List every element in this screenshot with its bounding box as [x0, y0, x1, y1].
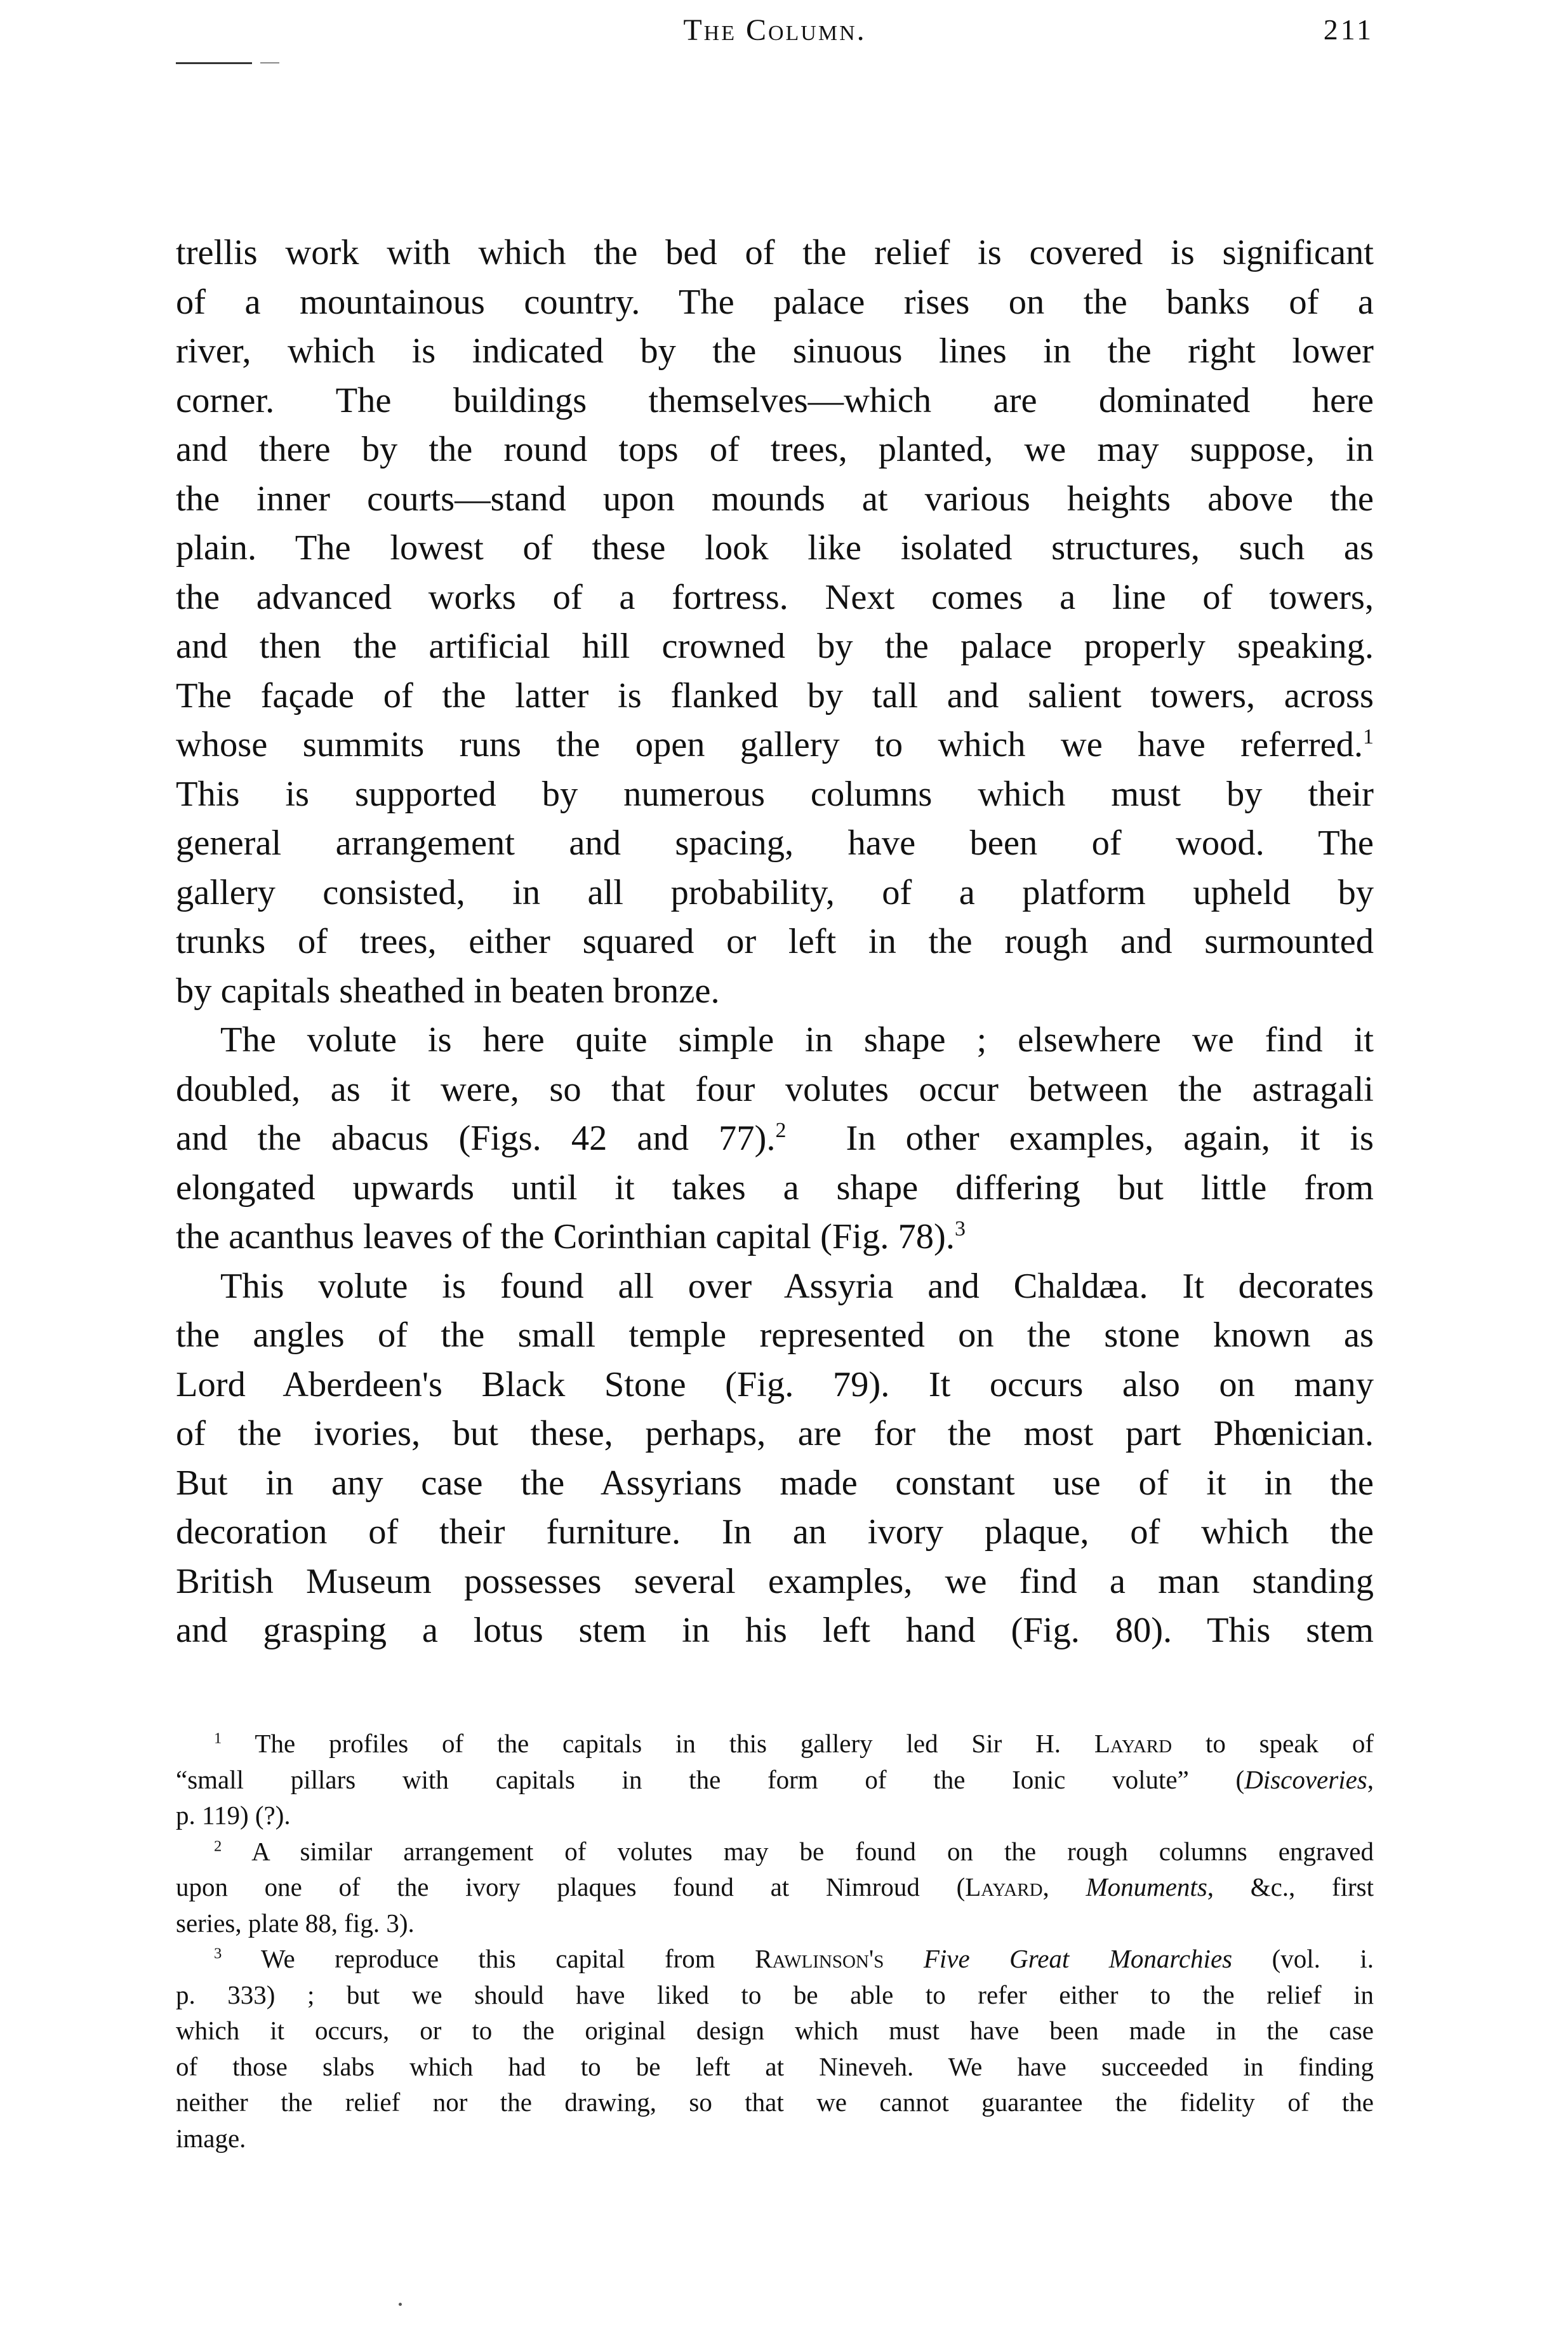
text-line: the angles of the small temple represented on the stone known as	[176, 1315, 1374, 1355]
footnote-line: image.	[176, 2123, 246, 2153]
text-line: This is supported by numerous columns which must by their	[176, 774, 1374, 814]
text-line: trunks of trees, either squared or left in the rough and surmounted	[176, 922, 1374, 961]
footnote-ref[interactable]: 1	[1363, 725, 1374, 749]
body-text	[176, 229, 1374, 1656]
footnote-line: upon one of the ivory plaques found at Nimroud (Layard, Monuments, &c., first	[176, 1872, 1374, 1901]
text-line: general arrangement and spacing, have been of wood. The	[176, 823, 1374, 863]
text-line: This volute is found all over Assyria and Chaldæa. It decorates	[220, 1266, 1374, 1306]
text-line: the inner courts—stand upon mounds at various heights above the	[176, 479, 1374, 519]
footnotes	[176, 1726, 1374, 2156]
text-line: Lord Aberdeen's Black Stone (Fig. 79). It occurs also on many	[176, 1364, 1374, 1404]
text-line: But in any case the Assyrians made constant use of it in the	[176, 1463, 1374, 1503]
stray-mark	[399, 2303, 402, 2306]
text-line: river, which is indicated by the sinuous lines in the right lower	[176, 331, 1374, 371]
page-header	[176, 13, 1374, 51]
header-rule	[176, 62, 252, 64]
footnote-2: $^2$ A similar arrangement of volutes may be found on the rough columns engraved	[214, 1836, 1374, 1866]
text-line: and there by the round tops of trees, planted, we may suppose, in	[176, 430, 1374, 469]
text-line: and then the artificial hill crowned by the palace properly speaking.	[176, 627, 1374, 666]
text-line: The volute is here quite simple in shape ; elsewhere we find it	[220, 1020, 1374, 1060]
running-title: The Column.	[683, 13, 867, 47]
text-line: doubled, as it were, so that four volutes occur between the astragali	[176, 1069, 1374, 1109]
text-line: of the ivories, but these, perhaps, are for the most part Phœnician.	[176, 1414, 1374, 1453]
text-line: of a mountainous country. The palace rises on the banks of a	[176, 282, 1374, 322]
footnote-line: which it occurs, or to the original design which must have been made in the case	[176, 2016, 1374, 2045]
text-line: the acanthus leaves of the Corinthian capital (Fig. 78).$^3$	[176, 1217, 966, 1256]
text-line: and the abacus (Figs. 42 and 77).$^2$ In other examples, again, it is	[176, 1119, 1374, 1158]
text-line: The façade of the latter is flanked by tall and salient towers, across	[176, 676, 1374, 716]
text-line: trellis work with which the bed of the relief is covered is significant	[176, 233, 1374, 272]
text-line: decoration of their furniture. In an ivory plaque, of which the	[176, 1512, 1374, 1552]
footnote-line: p. 119) (?).	[176, 1801, 291, 1830]
footnote-line: “small pillars with capitals in the form of the Ionic volute” (Discoveries,	[176, 1764, 1374, 1794]
text-line: gallery consisted, in all probability, of a platform upheld by	[176, 872, 1374, 912]
page-number: 211	[1323, 13, 1374, 46]
footnote-1: $^1$ The profiles of the capitals in this gallery led Sir H. Layard to speak of	[214, 1729, 1374, 1758]
text-line: elongated upwards until it takes a shape differing but little from	[176, 1168, 1374, 1208]
text-line: the advanced works of a fortress. Next comes a line of towers,	[176, 577, 1374, 617]
footnote-ref[interactable]: 3	[954, 1217, 966, 1241]
footnote-line: p. 333) ; but we should have liked to be able to refer either to the relief in	[176, 1980, 1374, 2009]
footnote-ref[interactable]: 2	[775, 1119, 787, 1143]
text-line: by capitals sheathed in beaten bronze.	[176, 971, 720, 1011]
footnote-line: of those slabs which had to be left at Nineveh. We have succeeded in finding	[176, 2051, 1374, 2081]
text-line: corner. The buildings themselves—which are dominated here	[176, 380, 1374, 420]
footnote-line: series, plate 88, fig. 3).	[176, 1908, 415, 1938]
footnote-line: neither the relief nor the drawing, so that we cannot guarantee the fidelity of the	[176, 2088, 1374, 2117]
header-rule-fragment	[260, 62, 279, 63]
text-line: and grasping a lotus stem in his left hand (Fig. 80). This stem	[176, 1611, 1374, 1650]
text-line: plain. The lowest of these look like isolated structures, such as	[176, 528, 1374, 568]
footnote-3: $^3$ We reproduce this capital from Rawlinson's Five Great Monarchies (vol. i.	[214, 1944, 1374, 1973]
text-line: British Museum possesses several examples, we find a man standing	[176, 1561, 1374, 1601]
text-line: whose summits runs the open gallery to which we have referred.$^1$	[176, 725, 1374, 764]
